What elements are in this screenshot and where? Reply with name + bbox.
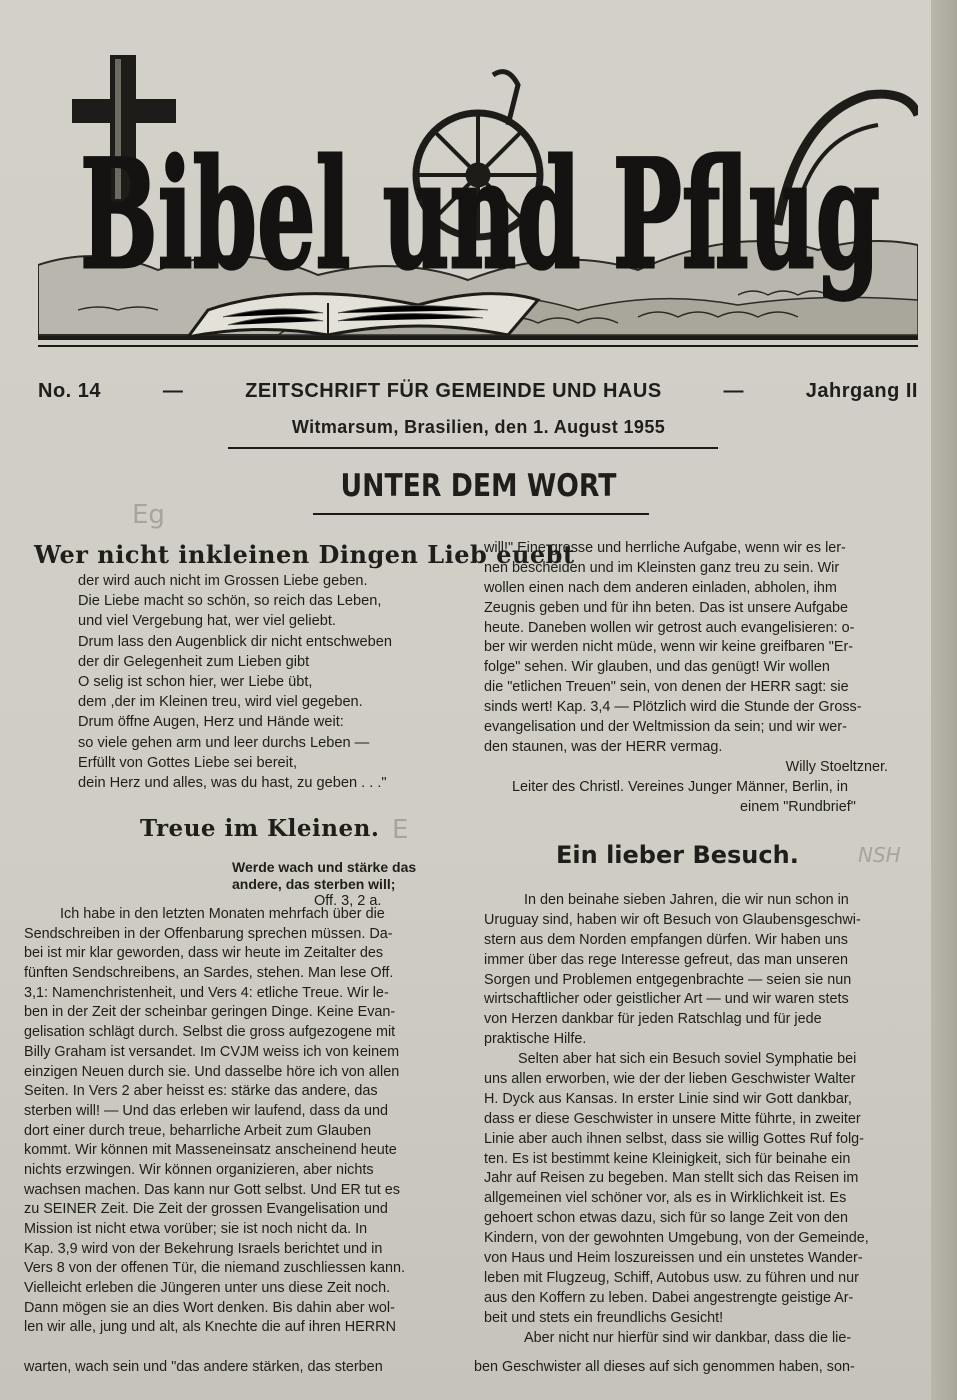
text-line: evangelisation und der Weltmission da sein; und wir wer- xyxy=(484,719,847,736)
text-line: Sendschreiben in der Offenbarung sprechen müssen. Da- xyxy=(24,925,393,942)
poem-line: der dir Gelegenheit zum Lieben gibt xyxy=(78,653,310,670)
text-line: Vielleicht erleben die Jüngeren unter uns diese Zeit noch. xyxy=(24,1280,391,1297)
poem-title: Wer nicht inkleinen Dingen Lieb euebt xyxy=(34,540,575,569)
quote-reference: Off. 3, 2 a. xyxy=(314,893,382,909)
text-line: folge" sehen. Wir glauben, und das genügt! Wir wollen xyxy=(484,659,830,676)
text-line: leben mit Flugzeug, Schiff, Autobus usw. zu führen und nur xyxy=(484,1269,859,1286)
masthead-title: Bibel und Pflug xyxy=(80,127,880,303)
quote-line: Werde wach und stärke das xyxy=(232,859,417,875)
text-line: Dann mögen sie an dies Wort denken. Bis dahin aber wol- xyxy=(24,1299,395,1316)
text-line: Vers 8 von der offenen Tür, die niemand zuschliessen kann. xyxy=(24,1260,406,1277)
text-line: kommt. Wir können mit Masseneinsatz anscheinend heute xyxy=(24,1142,397,1159)
text-line: wachsen machen. Das kann nur Gott selbst. Und ER tut es xyxy=(24,1181,400,1198)
bible-quote xyxy=(232,859,416,910)
masthead-rule-thin xyxy=(38,345,918,347)
text-line: wollen einen nach dem anderen einladen, abholen, ihm xyxy=(484,579,837,596)
signature-role-cont: einem "Rundbrief" xyxy=(740,798,856,815)
text-line: von Haus und Heim loszureissen und ein unstetes Wander- xyxy=(484,1250,863,1267)
text-line-tail-right: ben Geschwister all dieses auf sich genommen haben, son- xyxy=(474,1359,855,1375)
poem-line: so viele gehen arm und leer durchs Leben — xyxy=(78,734,370,751)
text-line: Mission ist nicht etwa vorüber; sie ist noch nicht da. In xyxy=(24,1221,368,1237)
signature-name: Willy Stoeltzner. xyxy=(785,758,888,775)
text-line: von Herzen dankbar für jeden Ratschlag und für jede xyxy=(484,1011,822,1028)
quote-line: andere, das sterben will; xyxy=(232,876,396,892)
masthead xyxy=(38,55,918,355)
pencil-annotation: NSH xyxy=(858,843,901,867)
poem-line: dem ,der im Kleinen treu, wird viel gegeben. xyxy=(78,694,363,711)
text-line-tail-left: warten, wach sein und "das andere stärken, das sterben xyxy=(24,1359,383,1375)
poem-line: Erfüllt von Gottes Liebe sei bereit, xyxy=(78,754,298,771)
text-line: 3,1: Namenchristenheit, und Vers 4: etliche Treue. Wir le- xyxy=(24,984,389,1001)
text-line: immer über das rege Interesse gefreut, das man unseren xyxy=(484,951,848,968)
pencil-annotation: E xyxy=(392,815,409,845)
text-line: Aber nicht nur hierfür sind wir dankbar, dass die lie- xyxy=(524,1329,852,1346)
masthead-illustration xyxy=(38,55,918,355)
poem-line: O selig ist schon hier, wer Liebe übt, xyxy=(78,673,313,690)
text-line: einzigen Neuen durch sie. Und dasselbe höre ich von allen xyxy=(24,1063,400,1080)
text-line: len wir alle, jung und alt, als Knechte die auf ihren HERRN xyxy=(24,1319,396,1336)
text-line: Selten aber hat sich ein Besuch soviel Symphatie bei xyxy=(518,1051,857,1068)
text-line: dass er diese Geschwister in unsere Mitte führte, in zweiter xyxy=(484,1110,861,1127)
text-line: ber wir werden nicht müde, wenn wir keine greifbaren "Er- xyxy=(484,639,854,656)
article-title-besuch: Ein lieber Besuch. xyxy=(556,841,799,869)
article-body-besuch xyxy=(484,891,924,1348)
issue-number: No. 14 xyxy=(38,380,102,402)
text-line: stern aus dem Norden empfangen dürfen. Wir haben uns xyxy=(484,931,848,948)
poem-line: dein Herz und alles, was du hast, zu geben . . ." xyxy=(78,774,387,791)
text-line: wirtschaftlicher oder geistlicher Art — und wir waren stets xyxy=(484,991,849,1008)
text-line: dort einer durch treue, beharrliche Arbeit zum Glauben xyxy=(24,1122,372,1139)
text-line: nichts erzwingen. Wir können organizieren, aber nichts xyxy=(24,1161,374,1178)
issue-dash-1: — xyxy=(162,380,184,402)
poem-body xyxy=(78,571,392,793)
text-line: Jahr auf Reisen zu begeben. Man stellt sich das Reisen im xyxy=(484,1170,859,1187)
issue-dash-2: — xyxy=(723,380,744,402)
poem-line: und viel Vergebung hat, wer viel geliebt. xyxy=(78,613,336,630)
text-line: Ich habe in den letzten Monaten mehrfach über die xyxy=(60,906,385,922)
text-line: zu SEINER Zeit. Die Zeit der grossen Evangelisation und xyxy=(24,1201,388,1218)
text-line: sterben will! — Und das erleben wir laufend, dass da und xyxy=(24,1102,388,1119)
poem-line: der wird auch nicht im Grossen Liebe geben. xyxy=(78,573,368,589)
text-line: uns allen erworben, wie der der lieben Geschwister Walter xyxy=(484,1071,856,1088)
text-line: H. Dyck aus Kansas. In erster Linie sind wir Gott dankbar, xyxy=(484,1090,852,1107)
section-title: UNTER DEM WORT xyxy=(340,468,617,504)
text-line: Zeugnis geben und für ihn beten. Das ist unsere Aufgabe xyxy=(484,599,849,616)
text-line: In den beinahe sieben Jahren, die wir nun schon in xyxy=(524,892,849,908)
dateline: Witmarsum, Brasilien, den 1. August 1955 xyxy=(291,417,666,437)
masthead-rule-thick xyxy=(38,336,918,340)
text-line: gehoert schon etwas dazu, sich für so lange Zeit von den xyxy=(484,1210,848,1227)
text-line: fünften Sendschreibens, an Sardes, stehen. Man lese Off. xyxy=(24,965,394,982)
text-line: Linie aber auch ihnen selbst, dass sie willig Gottes Ruf folg- xyxy=(484,1130,864,1147)
dateline-rule xyxy=(228,447,718,449)
text-line: will!" Eine grosse und herrliche Aufgabe, wenn wir es ler- xyxy=(484,540,846,556)
issue-line xyxy=(38,380,918,403)
text-line: Billy Graham ist versandet. Im CVJM weiss ich von keinem xyxy=(24,1043,400,1060)
text-line: Sorgen und Problemen entgegenbrachte — seien sie nun xyxy=(484,971,852,988)
text-line: aus den Koffern zu leben. Dabei angestrengte geistige Ar- xyxy=(484,1289,854,1306)
page-binding-edge xyxy=(931,0,957,1400)
text-line: ten. Es ist bestimmt keine Kleinigkeit, sich für beinahe ein xyxy=(484,1150,851,1167)
issue-volume: Jahrgang II xyxy=(805,380,918,402)
article-title-treue: Treue im Kleinen. xyxy=(140,815,380,842)
text-line: ben in der Zeit der scheinbar geringen Dinge. Keine Evan- xyxy=(24,1004,396,1021)
text-line: die "etlichen Treuen" sein, von denen der HERR sagt: sie xyxy=(484,679,849,696)
text-line: bei ist mir klar geworden, dass wir heute im Zeitalter des xyxy=(24,945,384,962)
text-line: heute. Daneben wollen wir getrost auch evangelisieren: o- xyxy=(484,619,855,636)
issue-subtitle: ZEITSCHRIFT FÜR GEMEINDE UND HAUS xyxy=(245,380,662,402)
poem-line: Die Liebe macht so schön, so reich das Leben, xyxy=(78,593,382,610)
poem-line: Drum lass den Augenblick dir nicht entschweben xyxy=(78,633,392,650)
pencil-annotation: Eg xyxy=(132,500,165,530)
signature-role: Leiter des Christl. Vereines Junger Männer, Berlin, in xyxy=(512,778,848,795)
text-line: Kindern, von der gewohnten Umgebung, von der Gemeinde, xyxy=(484,1230,869,1247)
text-line: Seiten. In Vers 2 aber heisst es: stärke das andere, das xyxy=(24,1083,378,1100)
article-body-treue xyxy=(24,905,468,1338)
text-line: Kap. 3,9 wird von der Bekehrung Israels berichtet und in xyxy=(24,1240,383,1257)
text-line: allgemeinen viel schöner vor, als es in Wirklichkeit ist. Es xyxy=(484,1190,847,1207)
text-line: praktische Hilfe. xyxy=(484,1031,587,1048)
text-line: beit und stets ein freundlichs Gesicht! xyxy=(484,1309,724,1326)
poem-line: Drum öffne Augen, Herz und Hände weit: xyxy=(78,714,344,731)
text-line: nen bescheiden und im Kleinsten ganz treu zu sein. Wir xyxy=(484,559,840,576)
text-line: den staunen, was der HERR vermag. xyxy=(484,738,723,755)
section-title-rule xyxy=(313,513,649,515)
text-line: gelisation schlägt durch. Selbst die gross aufgezogene mit xyxy=(24,1024,396,1041)
text-line: Uruguay sind, haben wir oft Besuch von Glaubensgeschwi- xyxy=(484,911,861,928)
text-line: sinds wert! Kap. 3,4 — Plötzlich wird die Stunde der Gross- xyxy=(484,699,862,716)
article-continuation xyxy=(484,539,924,817)
